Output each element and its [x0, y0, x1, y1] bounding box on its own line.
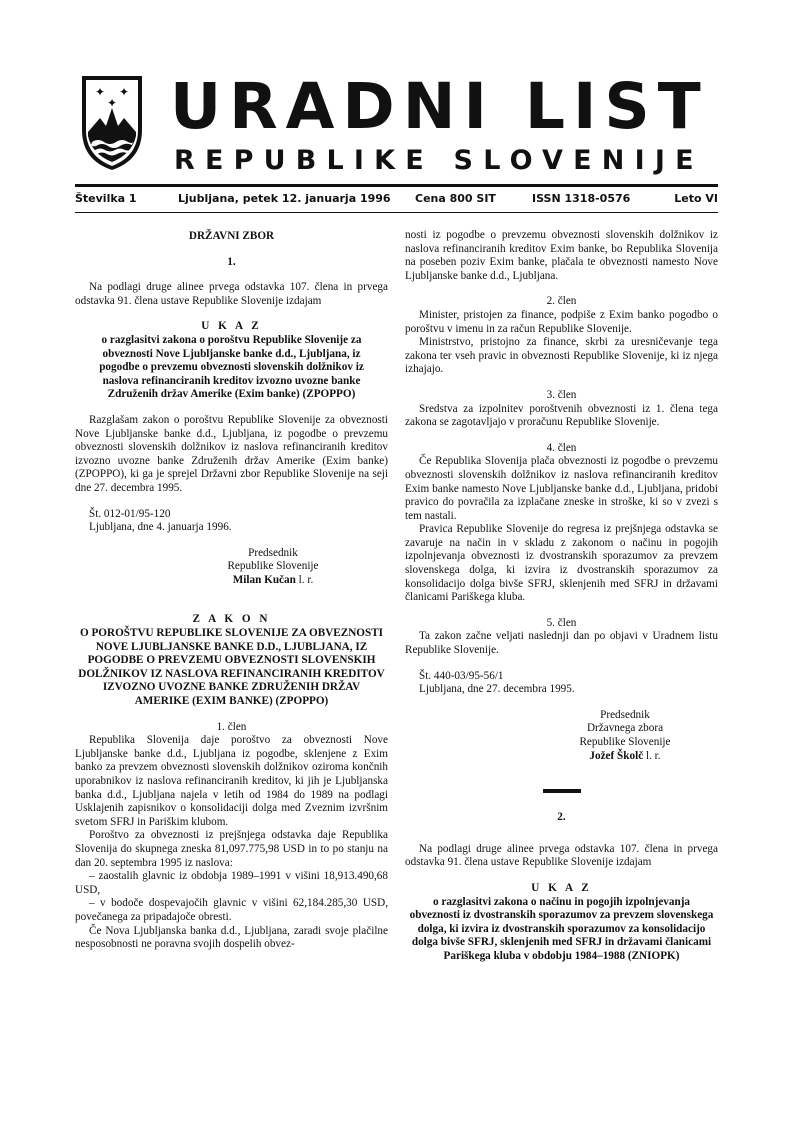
article-1-paragraph-1: Republika Slovenija daje poroštvo za obveznosti Nove Ljubljanske banke d.d., Ljubljana iz pogodbe, sklenjene z Exim banko za prevzem obveznosti slovenskih dolžnikov oziroma končnih uporabnikov iz naslova refinanciranih kreditov, ki jih je Ljubljanska banka d.d., Ljubljana najela v letih od 1984 do 1989 na podlagi Usklajenih zapisnikov o konsolidaciji dolga med Zveznim izvršnim svetom SFRJ in Pariškim klubom. — [75, 734, 388, 828]
reference-number-2: Št. 440-03/95-56/1 — [419, 669, 504, 682]
reference-date-2: Ljubljana, dne 27. decembra 1995. — [419, 683, 575, 696]
section-divider — [543, 789, 581, 793]
signature-title: Predsednik — [248, 546, 298, 559]
zakon-label: Z A K O N — [192, 613, 271, 626]
article-1-paragraph-3: Če Nova Ljubljanska banka d.d., Ljubljana, zaradi svoje plačilne nesposobnosti ne poravna svojih dospelih obvez- — [75, 924, 388, 951]
article-2-paragraph-1: Minister, pristojen za finance, podpiše z Exim banko pogodbo o poroštvu v imenu in za račun Republike Slovenije. — [405, 308, 718, 335]
article-1-heading: 1. člen — [216, 720, 247, 733]
left-column — [75, 226, 388, 952]
issue-year: Leto VI — [674, 192, 718, 205]
signature-office: Republike Slovenije — [227, 560, 319, 573]
svg-text:✦: ✦ — [94, 85, 106, 99]
header-rule-bottom — [75, 212, 718, 213]
intro-paragraph-2: Na podlagi druge alinee prvega odstavka 107. člena in prvega odstavka 91. člena ustave Republike Slovenije izdajam — [405, 842, 718, 869]
reference-block-2 — [405, 670, 718, 697]
signature-title-2: Predsednik — [600, 708, 650, 721]
zakon-title: O POROŠTVU REPUBLIKE SLOVENIJE ZA OBVEZNOSTI NOVE LJUBLJANSKE BANKE D.D., LJUBLJANA, IZ POGODBE O PREVZEMU OBVEZNOSTI SLOVENSKIH DOLŽNIKOV IZ NASLOVA REFINANCIRANIH KREDITOV IZVOZNO UVOZNE BANKE ZDRUŽENIH DRŽAV AMERIKE (EXIM BANKE) (ZPOPPO) — [78, 627, 385, 708]
publication-title: URADNI LIST — [170, 70, 709, 143]
signature-office-2b: Republike Slovenije — [579, 736, 671, 748]
signature-line-2 — [525, 750, 725, 764]
ukaz-title-2: o razglasitvi zakona o načinu in pogojih izpolnjevanja obveznosti iz dvostranskih sporazumov za prevzem slovenskega dolga, ki izvira iz dvostranskih sporazumov za konsolidacijo dolga bivše SFRJ, sklenjenih med SFRJ in državami članicami Pariškega kluba v obdobju 1984–1988 (ZNIOPK) — [409, 895, 714, 962]
issue-info-bar — [75, 190, 718, 208]
article-2-paragraph-2: Ministrstvo, pristojno za finance, skrbi za uresničevanje tega zakona ter vseh pravic in obveznosti Republike Slovenije, ki iz njega izhajajo. — [405, 336, 718, 376]
issue-issn: ISSN 1318-0576 — [532, 192, 631, 205]
svg-text:✦: ✦ — [118, 85, 130, 99]
article-1-item-2: – v bodoče dospevajočih glavnic v višini 62,184.285,30 USD, povečanega za pripadajoče obresti. — [75, 897, 388, 923]
document-number: 1. — [227, 255, 236, 268]
ukaz-title: o razglasitvi zakona o poroštvu Republike Slovenije za obveznosti Nove Ljubljanske banke d.d., Ljubljana, iz pogodbe o prevzemu obveznosti slovenskih dolžnikov iz naslova refinanciranih kreditov izvozno uvozne banke Združenih držav Amerike (Exim banke) (ZPOPPO) — [99, 333, 364, 401]
document-number-2: 2. — [557, 811, 566, 824]
intro-paragraph: Na podlagi druge alinee prvega odstavka 107. člena in prvega odstavka 91. člena ustave Republike Slovenije izdajam — [75, 281, 388, 307]
ukaz-label-2: U K A Z — [531, 881, 592, 894]
coat-of-arms-icon — [78, 72, 146, 172]
reference-date: Ljubljana, dne 4. januarja 1996. — [89, 521, 232, 534]
signature-line — [173, 574, 373, 588]
article-1-paragraph-2: Poroštvo za obveznosti iz prejšnjega odstavka daje Republika Slovenija do skupnega zneska 81,097.775,98 USD in to po stanju na dan 20. septembra 1995 iz naslova: — [75, 829, 388, 869]
publication-subtitle: REPUBLIKE SLOVENIJE — [174, 145, 704, 176]
proclamation-paragraph: Razglašam zakon o poroštvu Republike Slovenije za obveznosti Nove Ljubljanske banke d.d., Ljubljana, iz pogodbe o prevzemu obveznosti slovenskih dolžnikov iz naslova refinanciranih kreditov izvozno uvozne banke Združenih držav Amerike (Exim banke) (ZPOPPO), ki ga je sprejel Državni zbor Republike Slovenije na seji dne 27. decembra 1995. — [75, 413, 388, 494]
continued-paragraph: nosti iz pogodbe o prevzemu obveznosti slovenskih dolžnikov iz naslova refinanciranih kreditov Exim banke, bo Republika Slovenija na poseben poziv Exim banke, plačala te obveznosti namesto Nove Ljubljanske banke d.d., Ljubljana. — [405, 229, 718, 282]
article-4-paragraph-2: Pravica Republike Slovenije do regresa iz prejšnjega odstavka se zavaruje na način in v skladu z zakonom o načinu in pogojih izpolnjevanja obveznosti iz dvostranskih sporazumov za prevzem slovenskega dolga, ki izvira iz dvostranskih sporazumov za konsolidacijo dolga bivše SFRJ, sklenjenih med SFRJ in državami članicami Pariškega kluba. — [405, 523, 718, 604]
issuer-heading: DRŽAVNI ZBOR — [188, 230, 275, 242]
header-rule-top — [75, 184, 718, 187]
issue-number: Številka 1 — [75, 192, 137, 205]
issue-price: Cena 800 SIT — [415, 192, 496, 205]
signatory-name: Milan Kučan — [232, 573, 296, 586]
right-column — [405, 229, 718, 964]
signatory-name-2: Jožef Školč — [589, 749, 644, 762]
signature-suffix-2: l. r. — [643, 749, 661, 762]
issue-place-date: Ljubljana, petek 12. januarja 1996 — [178, 192, 391, 205]
signature-block — [173, 547, 373, 588]
reference-block — [75, 508, 388, 535]
reference-number: Št. 012-01/95-120 — [89, 507, 171, 520]
signature-block-2 — [525, 709, 725, 763]
signature-suffix: l. r. — [295, 573, 314, 586]
article-1-item-1: – zaostalih glavnic iz obdobja 1989–1991 v višini 18,913.490,68 USD, — [75, 870, 388, 896]
ukaz-label: U K A Z — [201, 320, 262, 333]
article-2-heading: 2. člen — [546, 295, 577, 308]
article-4-heading: 4. člen — [546, 441, 577, 454]
article-5-paragraph-1: Ta zakon začne veljati naslednji dan po objavi v Uradnem listu Republike Slovenije. — [405, 630, 718, 657]
article-3-heading: 3. člen — [546, 388, 577, 401]
signature-office-2: Državnega zbora — [586, 722, 664, 735]
article-5-heading: 5. člen — [546, 616, 577, 629]
svg-text:✦: ✦ — [106, 96, 118, 110]
article-3-paragraph-1: Sredstva za izpolnitev poroštvenih obveznosti iz 1. člena tega zakona se zagotavljajo v proračunu Republike Slovenije. — [405, 402, 718, 429]
article-4-paragraph-1: Če Republika Slovenija plača obveznosti iz pogodbe o prevzemu obveznosti slovenskih dolžnikov iz naslova refinanciranih kreditov Exim banke namesto Nove Ljubljanske banke d.d., Ljubljana, pridobi pravico do povračila za izplačane zneske in stroške, ki so v zvezi s tem nastali. — [405, 455, 718, 522]
